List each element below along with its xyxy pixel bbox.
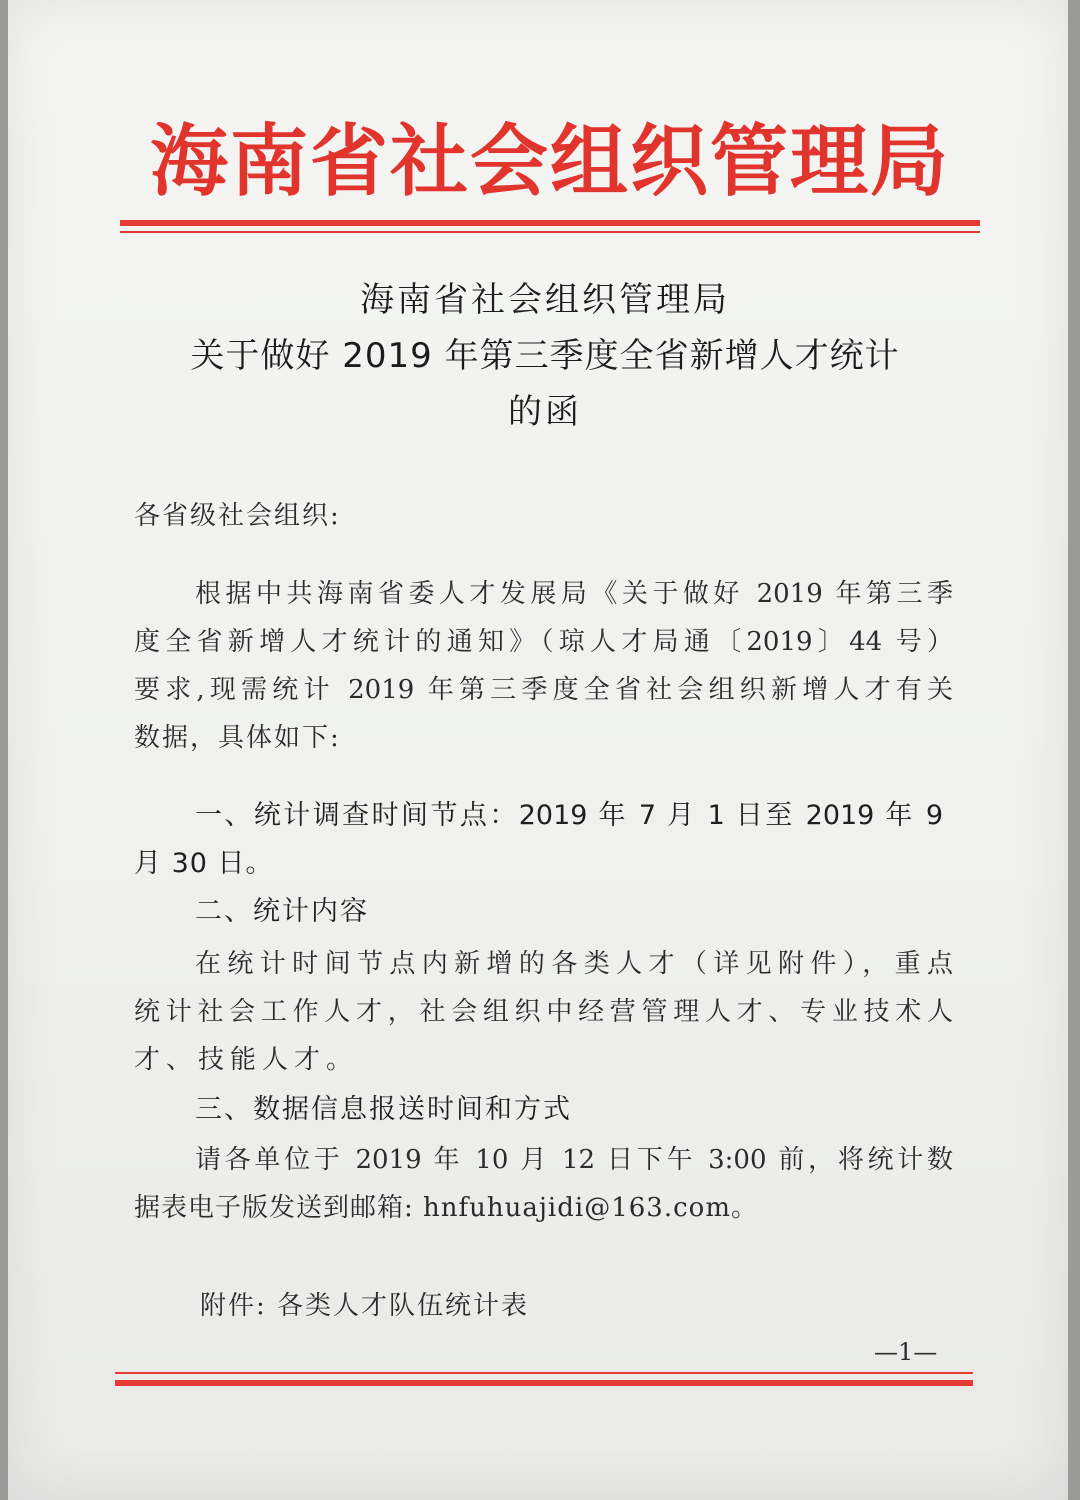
salutation: 各省级社会组织: [134, 501, 341, 531]
section3-line-2: 据表电子版发送到邮箱: hnfuhuajidi@163.com。 [134, 1193, 758, 1223]
intro-line-4: 数据，具体如下: [134, 723, 341, 753]
section2-heading: 二、统计内容 [195, 896, 369, 927]
section2-line-3: 才、技能人才。 [134, 1045, 359, 1075]
attachment-note: 附件: 各类人才队伍统计表 [200, 1291, 530, 1321]
section3-line-1: 请各单位于 2019 年 10 月 12 日下午 3:00 前，将统计数 [195, 1145, 953, 1175]
document-title-line-2: 关于做好 2019 年第三季度全省新增人才统计 [190, 336, 900, 376]
intro-line-1: 根据中共海南省委人才发展局《关于做好 2019 年第三季 [195, 579, 953, 609]
document-title-line-3: 的函 [508, 392, 582, 432]
letterhead-rule-thin [120, 231, 980, 233]
section2-line-1: 在统计时间节点内新增的各类人才（详见附件），重点 [195, 949, 953, 979]
document-title-line-1: 海南省社会组织管理局 [360, 280, 730, 320]
intro-line-3: 要求,现需统计 2019 年第三季度全省社会组织新增人才有关 [134, 675, 953, 705]
footer-rule-thin [115, 1372, 973, 1374]
footer-rule-thick [115, 1380, 973, 1386]
intro-line-2: 度全省新增人才统计的通知》（琼人才局通〔2019〕44 号） [134, 627, 953, 657]
letterhead-rule-thick [120, 220, 980, 226]
section2-line-2: 统计社会工作人才，社会组织中经营管理人才、专业技术人 [134, 997, 953, 1027]
section1-line-2: 月 30 日。 [134, 848, 274, 879]
letterhead-title: 海南省社会组织管理局 [149, 116, 950, 207]
section1-line-1: 一、统计调查时间节点：2019 年 7 月 1 日至 2019 年 9 [195, 800, 943, 831]
section3-heading: 三、数据信息报送时间和方式 [195, 1094, 572, 1125]
page-number: —1— [874, 1338, 938, 1366]
